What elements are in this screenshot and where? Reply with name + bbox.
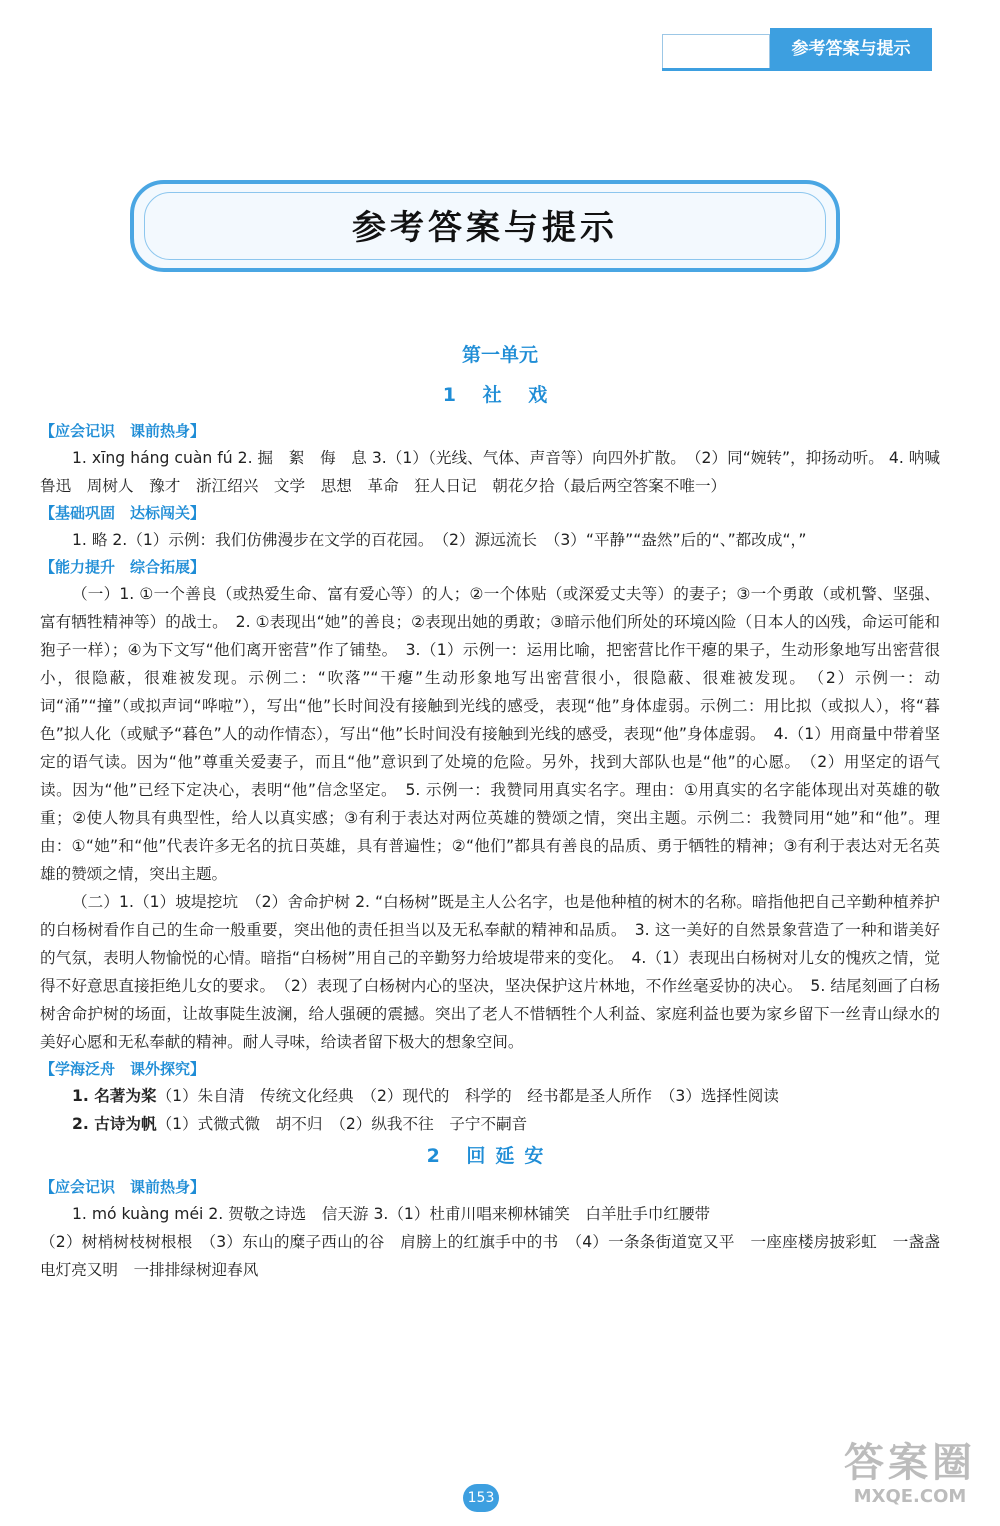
unit-title: 第一单元 [461,344,538,366]
answer-paragraph: （一）1. ①一个善良（或热爱生命、富有爱心等）的人；②一个体贴（或深爱丈夫等）的妻子；③一个勇敢（或机警、坚强、富有牺牲精神等）的战士。 2. ①表现出“她”的善良；②表现出她的勇敢；③暗示他们所处的环境凶险（日本人的凶残，命运可能和狍子一样）；④为下文写“他们离开密营”作了铺垫。 3.（1）示例一：运用比喻，把密营比作干瘪的果子，生动形象地写出密营很小，很隐蔽，很难被发现。示例二：“吹落”“干瘪”生动形象地写出密营很小，很隐蔽、很难被发现。 （2）示例一：动词“涌”“撞”（或拟声词“哗啦”），写出“他”长时间没有接触到光线的感受，表现“他”身体虚弱。示例二：用比拟（或拟人），将“暮色”拟人化（或赋予“暮色”人的动作情态），写出“他”长时间没有接触到光线的感受，表现“他”身体虚弱。 4.（1）用商量中带着坚定的语气读。因为“他”尊重关爱妻子，而且“他”意识到了处境的危险。另外，找到大部队也是“他”的心愿。 （2）用坚定的语气读。因为“他”已经下定决心，表明“他”信念坚定。 5. 示例一：我赞同用真实名字。理由：①用真实的名字能体现出对英雄的敬重；②使人物具有典型性，给人以真实感；③有利于表达对两位英雄的赞颂之情，突出主题。示例二：我赞同用“她”和“他”。理由：①“她”和“他”代表许多无名的抗日英雄，具有普遍性；②“他们”都具有善良的品质、勇于牺牲的精神；③有利于表达对无名英雄的赞颂之情，突出主题。 [40,585,940,883]
page-number: 153 [463,1484,499,1512]
answer-paragraph: （二）1.（1）坡堤挖坑 （2）舍命护树 2. “白杨树”既是主人公名字，也是他种植的树木的名称。暗指他把自己辛勤种植养护的白杨树看作自己的生命一般重要，突出他的责任担当以及无私奉献的精神和品质。 3. 这一美好的自然景象营造了一种和谐美好的气氛，表明人物愉悦的心情。暗指“白杨树”用自己的辛勤努力给坡堤带来的变化。 4.（1）表现出白杨树对儿女的愧疚之情，觉得不好意思直接拒绝儿女的要求。 （2）表现了白杨树内心的坚决，坚决保护这片林地，不作丝毫妥协的决心。 5. 结尾刻画了白杨树舍命护树的场面，让故事陡生波澜，给人强硬的震撼。突出了老人不惜牺牲个人利益、家庭利益也要为家乡留下一丝青山绿水的美好心愿和无私奉献的精神。耐人寻味，给读者留下极大的想象空间。 [40,893,940,1051]
watermark [830,1440,990,1508]
watermark-url: MXQE.COM [853,1486,967,1507]
answer-line [40,1110,940,1138]
section-label: 【基础巩固 达标闯关】 [40,504,206,522]
page-title-frame [130,180,840,272]
page-title: 参考答案与提示 [352,208,618,248]
header-tab-box [662,34,770,70]
section-label: 【应会记识 课前热身】 [40,422,206,440]
answer-paragraph: 1. 略 2.（1）示例：我们仿佛漫步在文学的百花园。 （2）源远流长 （3）“平静”“盎然”后的“、”都改成“，” [72,531,807,549]
section-label: 【能力提升 综合拓展】 [40,558,206,576]
answer-line-head: 2. 古诗为帆 [72,1115,157,1133]
answer-content [40,418,956,1284]
header-tab-underline [662,68,932,71]
answer-paragraph: 1. mó kuàng méi 2. 贺敬之诗选 信天游 3.（1）杜甫川唱来柳林铺笑 白羊肚手巾红腰带 [72,1205,711,1223]
answer-line-text: （1）朱自清 传统文化经典 （2）现代的 科学的 经书都是圣人所作 （3）选择性阅读 [156,1087,779,1105]
watermark-logo-text: 答案圈 [844,1440,976,1486]
answer-line [40,1082,940,1110]
lesson-title-2: 2 回延安 [426,1145,554,1167]
section-label: 【学海泛舟 课外探究】 [40,1060,206,1078]
header-tab-label: 参考答案与提示 [770,28,932,70]
answer-line-head: 1. 名著为桨 [72,1087,157,1105]
answer-paragraph: 1. xīng háng cuàn fú 2. 掘 絮 侮 息 3.（1）（光线、气体、声音等）向四外扩散。 （2）同“婉转”，抑扬动听。 4. 呐喊 鲁迅 周树人 豫才 浙江绍兴 文学 思想 革命 狂人日记 朝花夕拾（最后两空答案不唯一） [40,449,956,495]
answer-paragraph: （2）树梢树枝树根根 （3）东山的糜子西山的谷 肩膀上的红旗手中的书 （4）一条条街道宽又平 一座座楼房披彩虹 一盏盏电灯亮又明 一排排绿树迎春风 [40,1233,940,1279]
section-label: 【应会记识 课前热身】 [40,1178,206,1196]
answer-line-text: （1）式微式微 胡不归 （2）纵我不往 子宁不嗣音 [156,1115,528,1133]
lesson-title-1: 1 社 戏 [442,384,558,406]
